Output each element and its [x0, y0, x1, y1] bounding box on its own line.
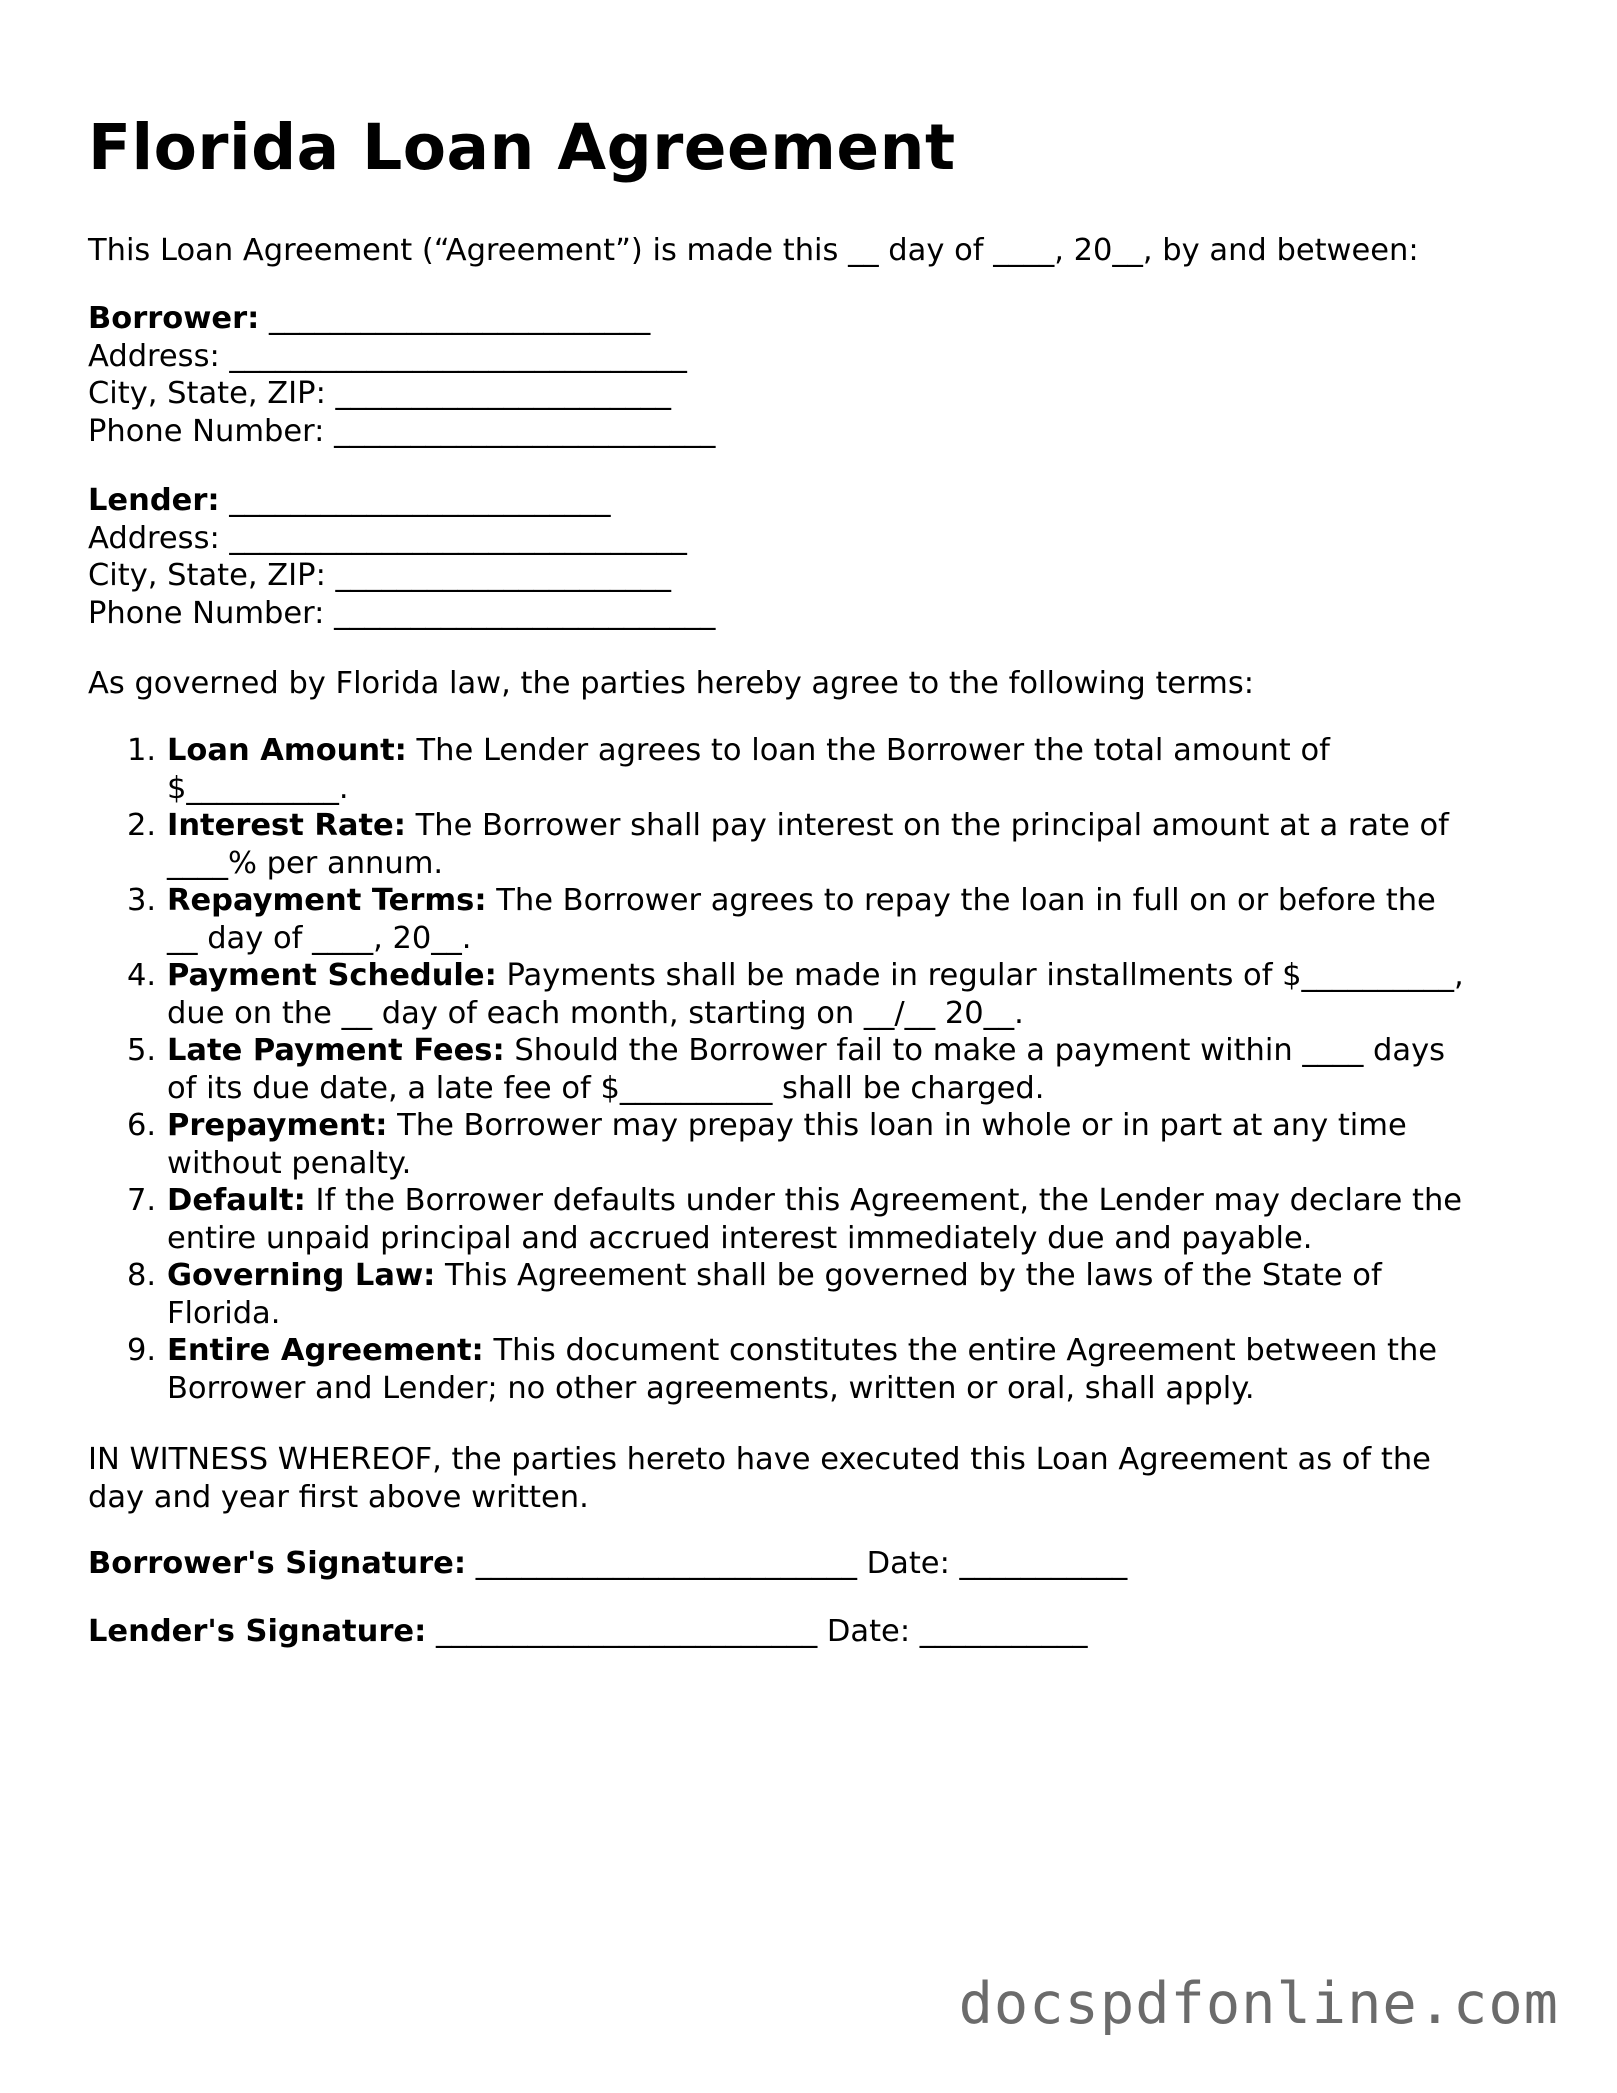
term-label: Repayment Terms: — [167, 883, 487, 918]
lender-signature-row — [88, 1613, 1088, 1651]
term-line — [167, 732, 1528, 770]
borrower-signature-blanks: _________________________ Date: ___________ — [466, 1546, 1128, 1581]
terms-list — [88, 732, 1528, 1407]
term-item — [88, 1257, 1528, 1332]
term-text-continued: ____% per annum. — [167, 845, 444, 881]
term-item — [88, 732, 1528, 807]
borrower-signature-label: Borrower's Signature: — [88, 1546, 467, 1581]
governed-paragraph — [88, 665, 1254, 703]
term-line — [167, 882, 1528, 920]
term-text-continued: due on the __ day of each month, starting on __/__ 20__. — [167, 995, 1024, 1031]
term-line — [167, 1107, 1528, 1145]
term-label: Payment Schedule: — [167, 958, 497, 993]
term-item — [88, 1332, 1528, 1407]
term-text: The Borrower shall pay interest on the principal amount at a rate of — [405, 808, 1449, 843]
term-text-continued: entire unpaid principal and accrued interest immediately due and payable. — [167, 1220, 1313, 1256]
term-text-continued: of its due date, a late fee of $__________ shall be charged. — [167, 1070, 1045, 1106]
term-label: Default: — [167, 1183, 306, 1218]
intro-text: This Loan Agreement (“Agreement”) is made this __ day of ____, 20__, by and between: — [88, 233, 1419, 268]
term-number: 8. — [127, 1258, 157, 1293]
borrower-address: Address: ______________________________ — [88, 338, 687, 374]
term-text-continued: without penalty. — [167, 1145, 412, 1181]
borrower-signature-row — [88, 1545, 1127, 1583]
term-text: This document constitutes the entire Agreement between the — [483, 1333, 1438, 1368]
witness-text-continued: day and year first above written. — [88, 1479, 589, 1515]
borrower-city-state-zip: City, State, ZIP: ______________________ — [88, 376, 672, 411]
term-number: 7. — [127, 1183, 157, 1218]
term-number: 3. — [127, 883, 157, 918]
term-number: 2. — [127, 808, 157, 843]
term-text-continued: Borrower and Lender; no other agreements, written or oral, shall apply. — [167, 1370, 1255, 1406]
borrower-heading-line — [88, 300, 715, 338]
term-label: Loan Amount: — [167, 733, 407, 768]
lender-city-state-zip: City, State, ZIP: ______________________ — [88, 558, 672, 593]
lender-label: Lender: — [88, 483, 220, 518]
term-number: 1. — [127, 733, 157, 768]
lender-heading-line — [88, 482, 715, 520]
lender-signature-blanks: _________________________ Date: ___________ — [426, 1614, 1088, 1649]
borrower-phone: Phone Number: _________________________ — [88, 413, 716, 449]
term-text: If the Borrower defaults under this Agreement, the Lender may declare the — [305, 1183, 1463, 1218]
term-line — [167, 807, 1528, 845]
term-label: Entire Agreement: — [167, 1333, 484, 1368]
term-text: This Agreement shall be governed by the laws of the State of — [435, 1258, 1382, 1293]
borrower-label: Borrower: — [88, 301, 260, 336]
intro-paragraph — [88, 232, 1419, 270]
document-title: Florida Loan Agreement — [88, 111, 956, 184]
watermark: docspdfonline.com — [958, 1971, 1559, 2037]
term-label: Interest Rate: — [167, 808, 406, 843]
term-line — [167, 1182, 1528, 1220]
term-text-continued: Florida. — [167, 1295, 281, 1331]
governed-text: As governed by Florida law, the parties hereby agree to the following terms: — [88, 666, 1255, 701]
witness-text: IN WITNESS WHEREOF, the parties hereto have executed this Loan Agreement as of the — [88, 1442, 1431, 1477]
term-item — [88, 807, 1528, 882]
term-item — [88, 957, 1528, 1032]
term-line — [167, 1032, 1528, 1070]
lender-name-blank: _________________________ — [219, 483, 611, 518]
lender-signature-label: Lender's Signature: — [88, 1614, 427, 1649]
term-item — [88, 1032, 1528, 1107]
term-text: The Borrower agrees to repay the loan in full on or before the — [486, 883, 1436, 918]
lender-section — [88, 482, 715, 632]
term-line — [167, 1332, 1528, 1370]
term-item — [88, 882, 1528, 957]
borrower-name-blank: _________________________ — [259, 301, 651, 336]
term-number: 6. — [127, 1108, 157, 1143]
term-number: 9. — [127, 1333, 157, 1368]
lender-phone: Phone Number: _________________________ — [88, 595, 716, 631]
term-line — [167, 1257, 1528, 1295]
term-number: 5. — [127, 1033, 157, 1068]
term-item — [88, 1107, 1528, 1182]
borrower-signature-line — [88, 1545, 1127, 1583]
term-item — [88, 1182, 1528, 1257]
borrower-section — [88, 300, 715, 450]
witness-paragraph — [88, 1441, 1431, 1516]
term-number: 4. — [127, 958, 157, 993]
term-text: Should the Borrower fail to make a payment within ____ days — [504, 1033, 1446, 1068]
lender-address: Address: ______________________________ — [88, 520, 687, 556]
term-text: The Lender agrees to loan the Borrower the total amount of — [406, 733, 1330, 768]
term-label: Governing Law: — [167, 1258, 436, 1293]
term-text: The Borrower may prepay this loan in whole or in part at any time — [387, 1108, 1407, 1143]
term-text: Payments shall be made in regular installments of $__________, — [496, 958, 1464, 993]
term-text-continued: __ day of ____, 20__. — [167, 920, 472, 956]
term-line — [167, 957, 1528, 995]
term-label: Late Payment Fees: — [167, 1033, 505, 1068]
lender-signature-line — [88, 1613, 1088, 1651]
term-label: Prepayment: — [167, 1108, 388, 1143]
term-text-continued: $__________. — [167, 770, 349, 806]
